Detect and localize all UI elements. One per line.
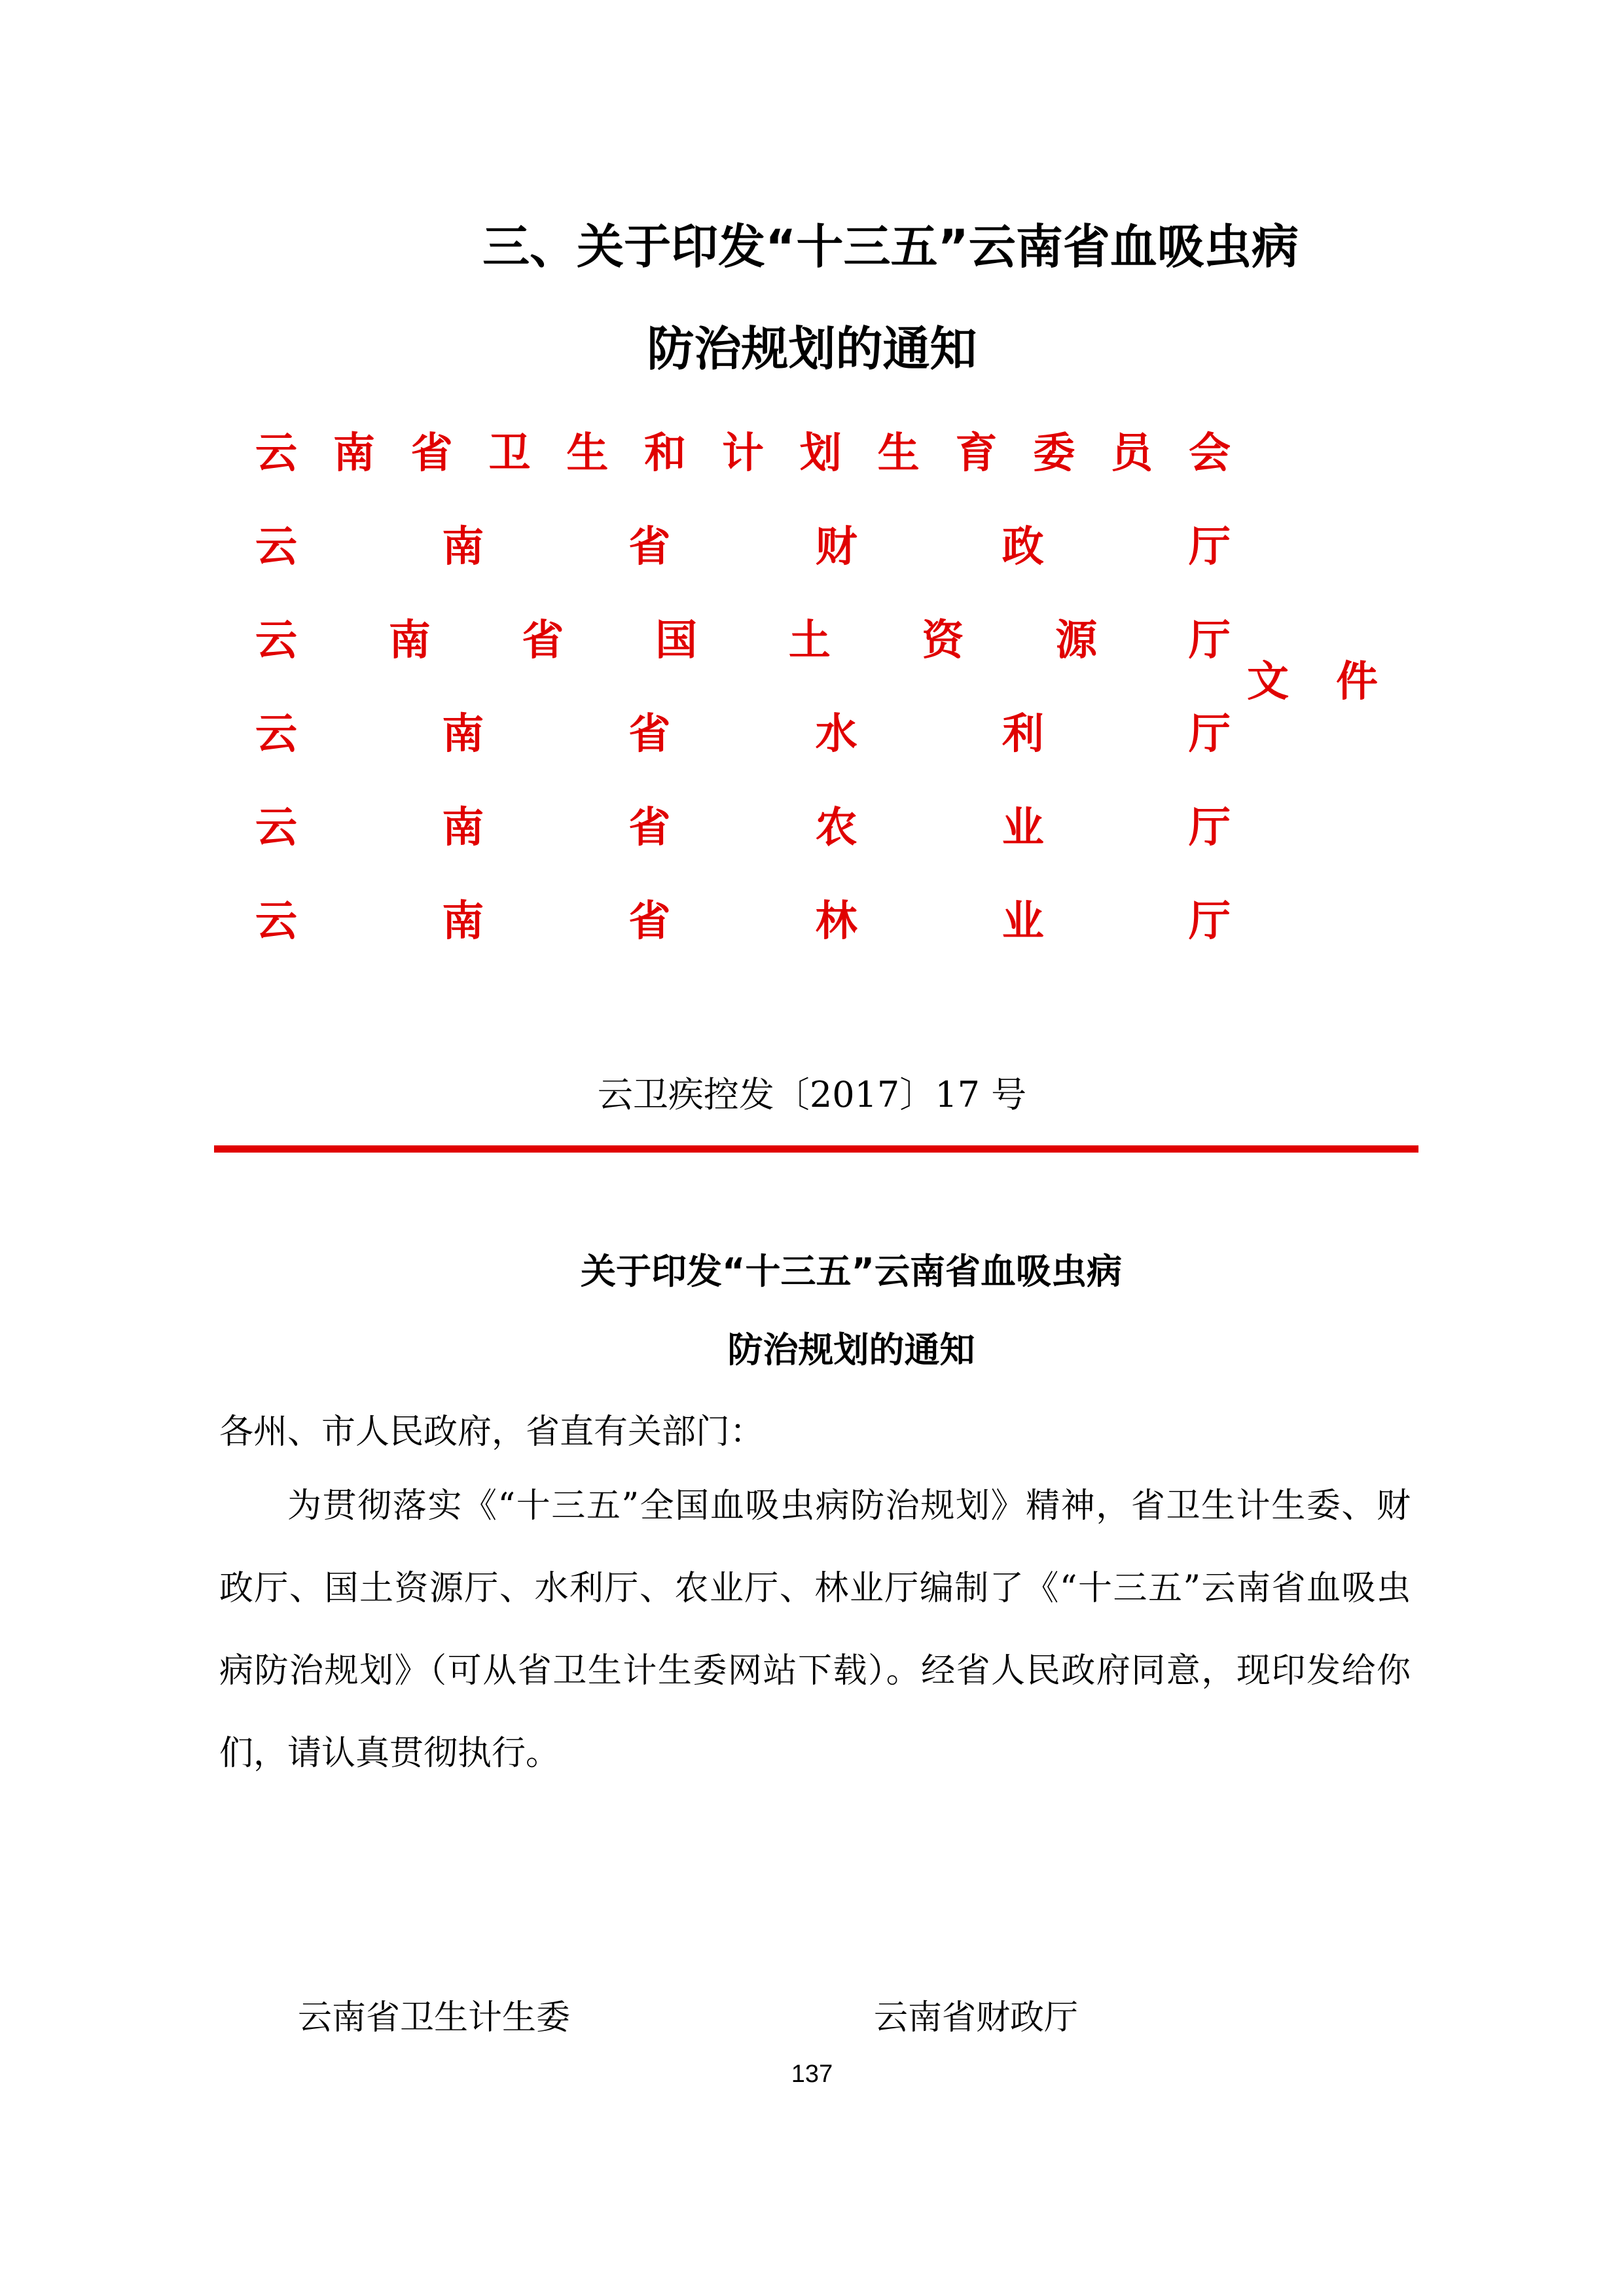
issuer-char: 云 [255,522,297,571]
issuer-row [255,870,1231,964]
issuer-char: 厅 [1188,897,1231,946]
notice-title-line2: 防治规划的通知 [727,1329,975,1371]
signature-finance-dept: 云南省财政厅 [874,1998,1079,2037]
issuer-row [255,777,1231,870]
issuer-row [255,496,1231,590]
issuer-char: 林 [815,897,857,946]
issuer-char: 南 [388,616,431,665]
issuer-char: 会 [1188,429,1231,478]
issuer-char: 土 [788,616,831,665]
issuer-char: 国 [655,616,698,665]
issuer-char: 育 [955,429,998,478]
issuer-char: 省 [628,709,671,759]
issuer-char: 省 [522,616,564,665]
issuer-char: 生 [566,429,609,478]
issuer-char: 厅 [1188,709,1231,759]
issuer-char: 南 [442,897,484,946]
issuer-char: 水 [815,709,857,759]
issuer-char: 业 [1001,897,1044,946]
issuer-char: 云 [255,803,297,852]
issuer-char: 南 [333,429,375,478]
issuer-char: 和 [644,429,687,478]
issuer-char: 源 [1055,616,1098,665]
wenjian-char: 件 [1336,658,1378,706]
issuer-char: 云 [255,429,297,478]
issuer-char: 省 [628,897,671,946]
issuer-char: 业 [1001,803,1044,852]
issuer-char: 委 [1033,429,1075,478]
issuer-char: 农 [815,803,857,852]
issuer-char: 政 [1001,522,1044,571]
issuer-char: 省 [628,803,671,852]
page-number: 137 [791,2060,833,2088]
issuer-char: 云 [255,616,297,665]
issuer-char: 南 [442,709,484,759]
issuer-block [255,403,1231,964]
issuer-char: 划 [799,429,842,478]
notice-paragraph: 为贯彻落实《“十三五”全国血吸虫病防治规划》精神，省卫生计生委、财政厅、国土资源厅、水利厅、农业厅、林业厅编制了《“十三五”云南省血吸虫病防治规划》（可从省卫生计生委网站下载）。经省人民政府同意，现印发给你们，请认真贯彻执行。 [219,1486,1411,1773]
issuer-row [255,403,1231,496]
issuer-char: 利 [1001,709,1044,759]
issuer-char: 员 [1111,429,1153,478]
issuer-char: 资 [922,616,964,665]
issuer-char: 厅 [1188,803,1231,852]
notice-title-line1: 关于印发“十三五”云南省血吸虫病 [581,1251,1122,1292]
salutation: 各州、市人民政府，省直有关部门： [219,1412,765,1452]
issuer-char: 卫 [488,429,531,478]
issuer-char: 云 [255,897,297,946]
wenjian-label [1247,648,1378,708]
issuer-char: 计 [721,429,764,478]
issuer-row [255,683,1231,777]
section-title-line1: 三、关于印发“十三五”云南省血吸虫病 [482,219,1299,274]
document-number: 云卫疾控发〔2017〕17 号 [597,1074,1027,1115]
signature-health-commission: 云南省卫生计生委 [298,1998,571,2037]
issuer-char: 省 [410,429,453,478]
issuer-char: 省 [628,522,671,571]
section-title-line2: 防治规划的通知 [647,321,977,376]
issuer-char: 南 [442,803,484,852]
issuer-row [255,590,1231,683]
issuer-char: 云 [255,709,297,759]
wenjian-char: 文 [1247,658,1289,706]
issuer-char: 生 [877,429,920,478]
issuer-char: 厅 [1188,522,1231,571]
issuer-char: 厅 [1188,616,1231,665]
issuer-char: 南 [442,522,484,571]
red-divider [214,1145,1418,1153]
issuer-char: 财 [815,522,857,571]
